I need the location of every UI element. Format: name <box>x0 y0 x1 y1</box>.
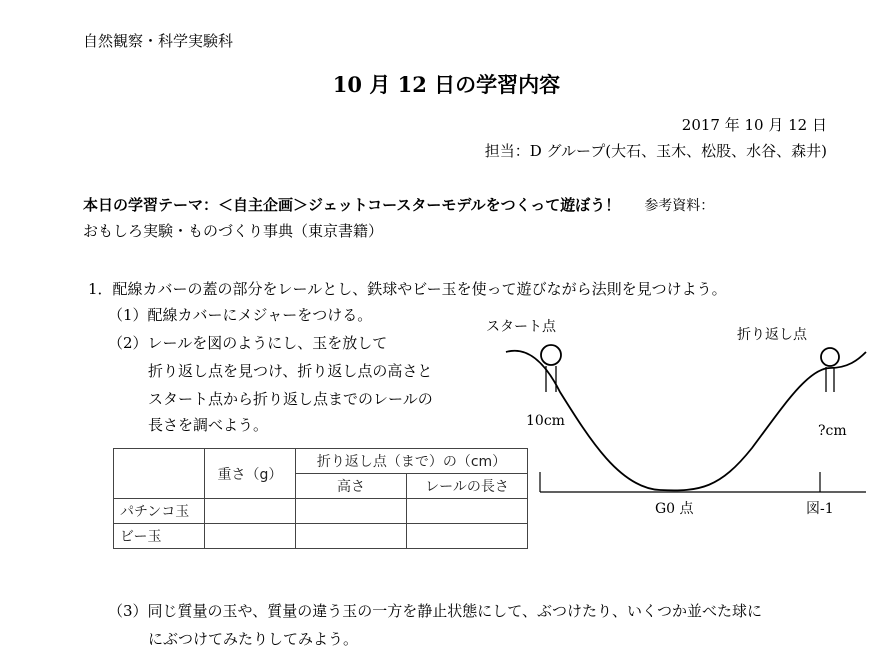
section1-heading: 1．配線カバーの蓋の部分をレールとし、鉄球やビー玉を使って遊びながら法則を見つけよう。 <box>88 280 727 298</box>
bottom-point-label: G0 点 <box>655 501 694 517</box>
reference-text: おもしろ実験・ものづくり事典（東京書籍） <box>83 222 384 240</box>
staff-line: 担当：D グループ(大石、玉木、松股、水谷、森井) <box>484 142 827 160</box>
theme-label: 本日の学習テーマ：＜自主企画＞ジェットコースターモデルをつくって遊ぼう！ <box>83 196 621 214</box>
figure-caption: 図-1 <box>806 501 834 517</box>
col-length-header: レールの長さ <box>407 474 528 499</box>
page-title: 10 月 12 日の学習内容 <box>332 72 561 97</box>
col-weight-header: 重さ（g） <box>205 449 296 499</box>
date: 2017 年 10 月 12 日 <box>681 116 827 134</box>
turn-height-label: ?cm <box>818 423 847 439</box>
turn-point-label: 折り返し点 <box>737 327 807 343</box>
start-ball-icon <box>541 345 561 365</box>
col-group-header: 折り返し点（まで）の（cm） <box>296 449 528 474</box>
step-1: （1）配線カバーにメジャーをつける。 <box>108 306 373 324</box>
step-3-line-2: にぶつけてみたりしてみよう。 <box>148 630 359 648</box>
row-label-pachinko: パチンコ玉 <box>114 499 205 524</box>
start-point-label: スタート点 <box>486 319 556 335</box>
turn-ball-icon <box>821 348 839 366</box>
step-2-line-2: 折り返し点を見つけ、折り返し点の高さと <box>148 362 433 380</box>
subject-label: 自然観察・科学実験科 <box>83 32 234 50</box>
step-2-line-3: スタート点から折り返し点までのレールの <box>148 390 433 408</box>
start-height-label: 10cm <box>526 413 565 429</box>
step-2-line-4: 長さを調べよう。 <box>148 416 269 434</box>
col-height-header: 高さ <box>296 474 407 499</box>
reference-label: 参考資料： <box>644 198 715 214</box>
row-label-marble: ビー玉 <box>114 524 205 549</box>
step-3-line-1: （3）同じ質量の玉や、質量の違う玉の一方を静止状態にして、ぶつけたり、いくつか並べた球に <box>108 602 762 620</box>
step-2-line-1: （2）レールを図のようにし、玉を放して <box>108 334 388 352</box>
